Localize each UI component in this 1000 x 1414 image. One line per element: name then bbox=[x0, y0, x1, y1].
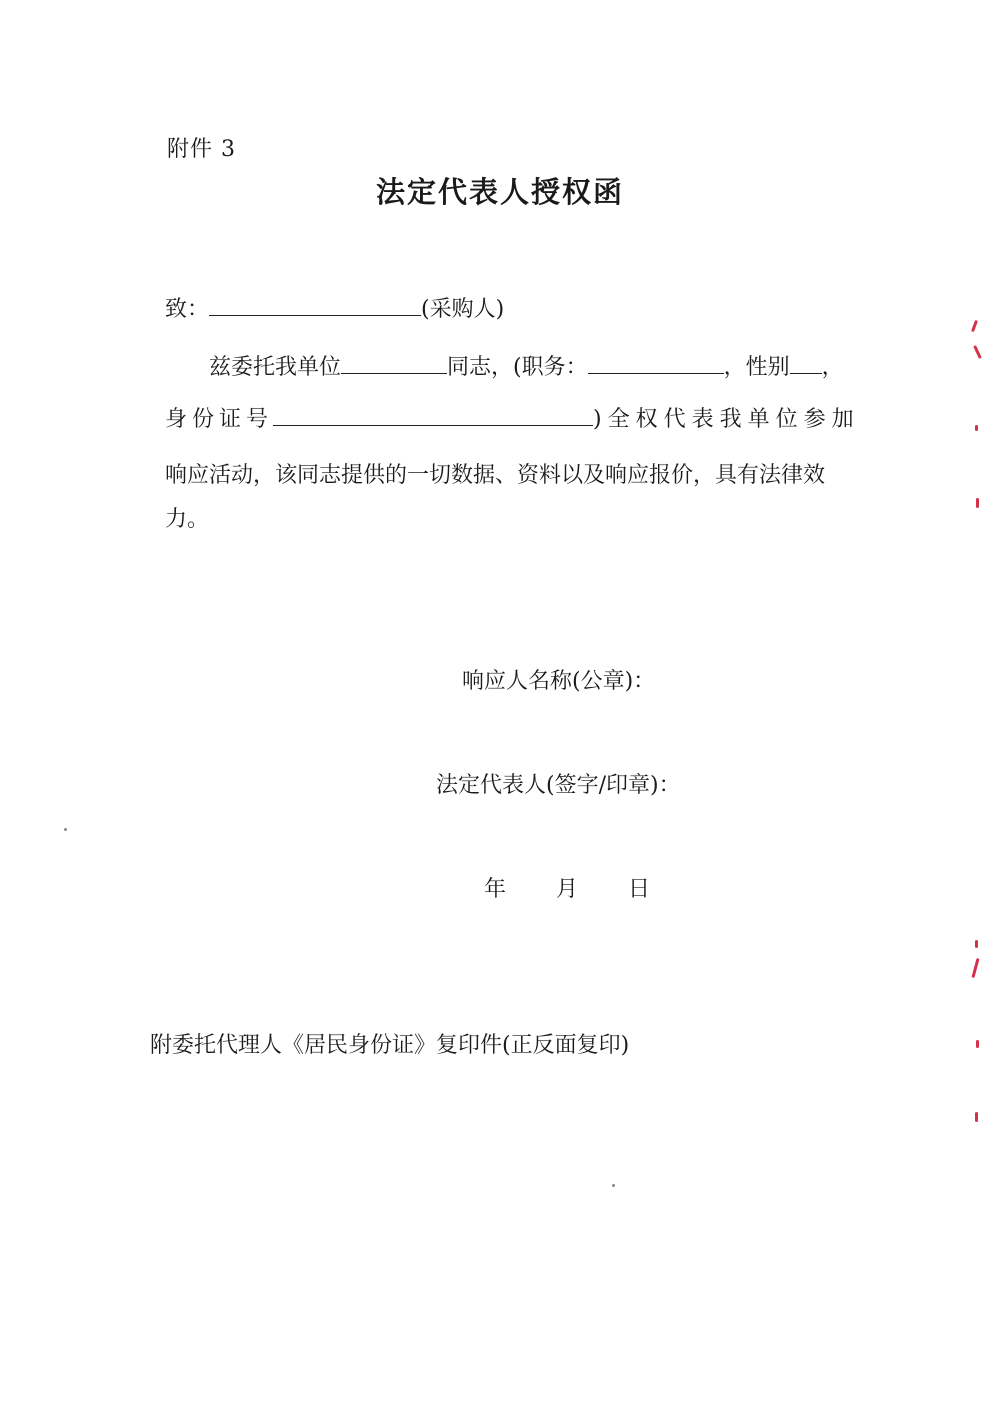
position-blank[interactable] bbox=[588, 353, 724, 374]
addressee-blank[interactable] bbox=[209, 295, 421, 316]
date-month: 月 bbox=[556, 877, 579, 902]
attachment-note: 附委托代理人《居民身份证》复印件(正反面复印) bbox=[150, 1033, 630, 1058]
delegate-text-c: ，性别 bbox=[723, 355, 790, 380]
gender-blank[interactable] bbox=[790, 353, 822, 374]
delegate-name-blank[interactable] bbox=[341, 353, 447, 374]
id-number-blank[interactable] bbox=[273, 405, 593, 426]
stamp-edge-mark bbox=[971, 958, 979, 978]
stamp-edge-mark bbox=[975, 425, 978, 431]
addressee-suffix: (采购人) bbox=[421, 297, 505, 322]
stamp-edge-mark bbox=[975, 940, 978, 948]
scan-speck bbox=[612, 1184, 615, 1187]
body-line-4: 响应活动，该同志提供的一切数据、资料以及响应报价，具有法律效 bbox=[165, 463, 826, 488]
scan-speck bbox=[64, 828, 67, 831]
date-day: 日 bbox=[628, 877, 651, 902]
delegate-text-b: 同志，(职务： bbox=[447, 355, 588, 380]
addressee-line bbox=[165, 292, 504, 323]
body-line-5: 力。 bbox=[165, 507, 210, 532]
delegate-text-a: 兹委托我单位 bbox=[209, 355, 342, 380]
stamp-edge-mark bbox=[971, 320, 978, 332]
id-number-suffix: )全权代表我单位参加 bbox=[593, 407, 860, 432]
delegate-line bbox=[209, 350, 844, 381]
stamp-edge-mark bbox=[976, 1040, 979, 1048]
stamp-edge-mark bbox=[976, 498, 979, 508]
id-number-line bbox=[165, 402, 860, 433]
date-year: 年 bbox=[484, 877, 507, 902]
stamp-edge-mark bbox=[975, 1112, 978, 1122]
id-number-label: 身份证号 bbox=[165, 407, 274, 432]
attachment-label: 附件 3 bbox=[167, 137, 236, 162]
addressee-prefix: 致： bbox=[165, 297, 210, 322]
date-line bbox=[484, 872, 650, 903]
stamp-edge-mark bbox=[973, 345, 982, 359]
legal-rep-signature-label: 法定代表人(签字/印章)： bbox=[436, 773, 681, 798]
document-title: 法定代表人授权函 bbox=[375, 175, 624, 209]
delegate-text-d: ， bbox=[821, 355, 844, 380]
responder-name-label: 响应人名称(公章)： bbox=[462, 669, 656, 694]
